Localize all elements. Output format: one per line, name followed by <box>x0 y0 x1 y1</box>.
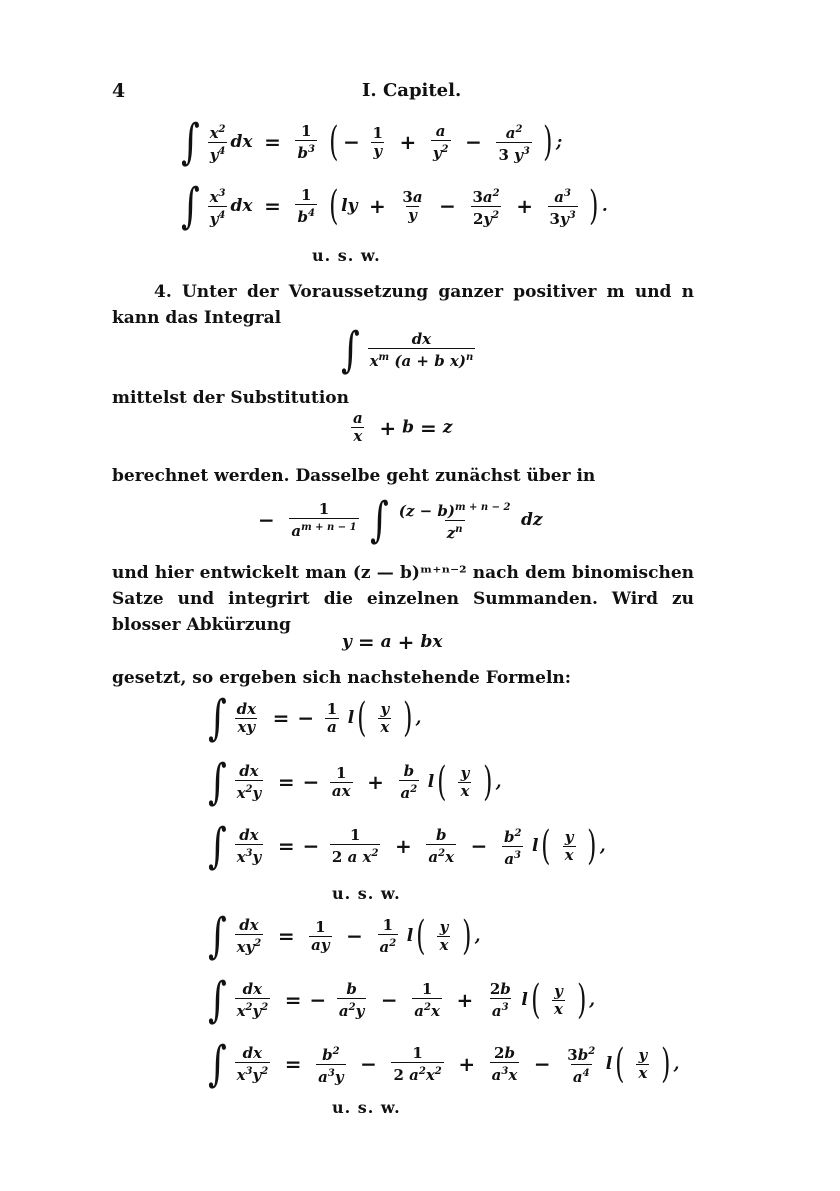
paragraph-gesetzt: gesetzt, so ergeben sich nachstehende Formeln: <box>112 668 572 688</box>
paragraph-mittelst: mittelst der Substitution <box>112 388 349 408</box>
paragraph-4-lead: 4. Unter der Voraussetzung ganzer positiver m und n kann das Integral <box>112 282 694 328</box>
formula-integral-dx-xm: ∫ $\frac{dx}{x^m (a + b x)^n}$ <box>341 322 474 378</box>
chapter-heading: I. Capitel. <box>362 80 462 101</box>
formula-integral-x3-y4: ∫ $\frac{x^3}{y^4}$ dx = $\frac{1}{b^4}$ ( ly + $\frac{3a}{y}$ − $\frac{3a^2}{2y^2}$ + $\frac{a^3}{3y^3}$ ) . <box>181 178 608 234</box>
usw-2: u. s. w. <box>332 884 401 903</box>
usw-3: u. s. w. <box>332 1098 401 1117</box>
formula-substitution: $\frac{a}{x}$ + b = z <box>353 409 453 445</box>
formula-dx-x3y: ∫ $\frac{dx}{x^3y}$ = − $\frac{1}{2 a x^2}$ + $\frac{b}{a^2x}$ − $\frac{b^2}{a^3}$ l( $\frac{y}{x}$ ) , <box>208 818 606 874</box>
formula-integral-x2-y4: ∫ $\frac{x^2}{y^4}$ dx = $\frac{1}{b^3}$ ( − $\frac{1}{y}$ + $\frac{a}{y^2}$ − $\frac{a^2}{3 y^3}$ ) ; <box>181 114 563 170</box>
page-number: 4 <box>112 80 126 102</box>
formula-dx-x2y: ∫ $\frac{dx}{x^2y}$ = − $\frac{1}{ax}$ + $\frac{b}{a^2}$ l( $\frac{y}{x}$ ) , <box>208 754 502 810</box>
usw-1: u. s. w. <box>312 246 381 265</box>
formula-dx-xy2: ∫ $\frac{dx}{xy^2}$ = $\frac{1}{ay}$ − $\frac{1}{a^2}$ l( $\frac{y}{x}$ ) , <box>208 908 481 964</box>
formula-dx-x2y2: ∫ $\frac{dx}{x^2y^2}$ = − $\frac{b}{a^2y}$ − $\frac{1}{a^2x}$ + $\frac{2b}{a^3}$ l( $\frac{y}{x}$ ) , <box>208 972 596 1028</box>
formula-y-definition: y = a + bx <box>342 630 443 654</box>
formula-dx-xy: ∫ $\frac{dx}{xy}$ = − $\frac{1}{a}$ l( $\frac{y}{x}$ ) , <box>208 690 422 746</box>
paragraph-berechnet: berechnet werden. Dasselbe geht zunächst über in <box>112 466 596 486</box>
paragraph-und-hier: und hier entwickelt man (z — b)ᵐ⁺ⁿ⁻² nach dem binomischen Satze und integrirt die einzelnen Summanden. Wird zu blosser Abkürzung <box>112 563 694 635</box>
formula-transformed-integral: − $\frac{1}{a^{m + n - 1}}$ ∫ $\frac{(z - b)^{m + n - 2}}{z^n}$ dz <box>258 492 543 548</box>
formula-dx-x3y2: ∫ $\frac{dx}{x^3y^2}$ = $\frac{b^2}{a^3y}$ − $\frac{1}{2 a^2x^2}$ + $\frac{2b}{a^3x}$ − $\frac{3b^2}{a^4}$ l( $\frac{y}{x}$ ) , <box>208 1036 680 1092</box>
